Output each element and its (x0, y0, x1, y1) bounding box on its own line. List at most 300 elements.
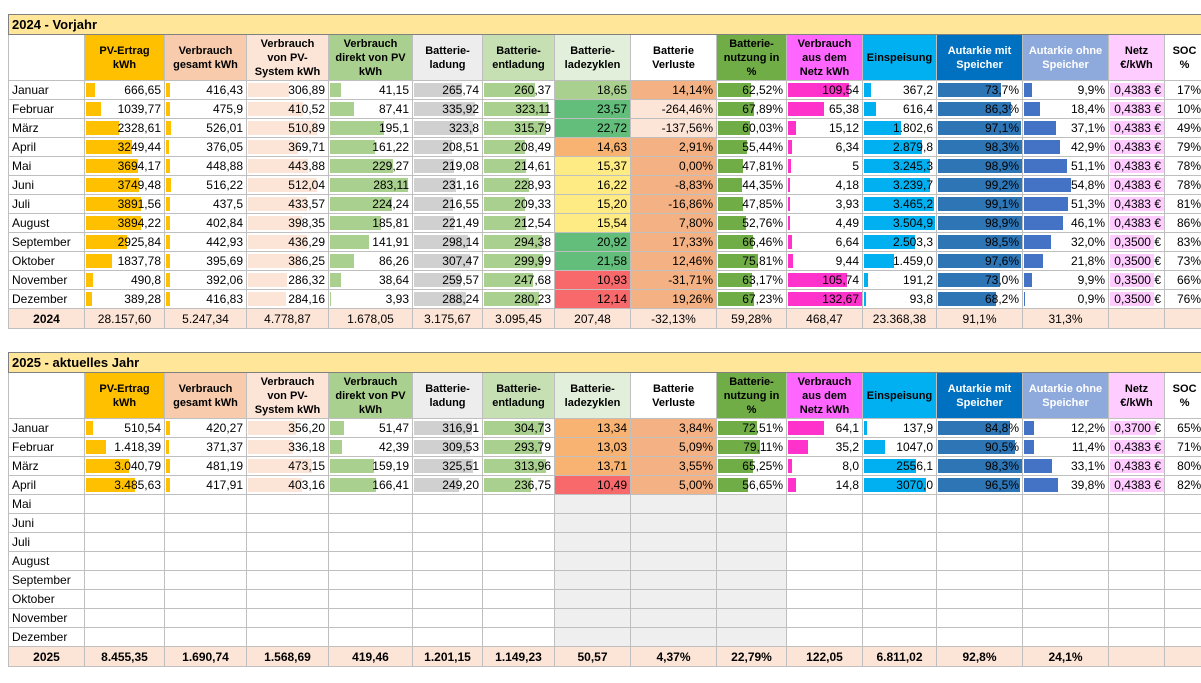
table-row (9, 138, 1201, 157)
data-bar (1024, 178, 1071, 192)
cell-netz-preis (1109, 609, 1165, 628)
data-bar (788, 459, 792, 473)
cell-verbrauch-netz (787, 252, 863, 271)
cell-batterie-ladezyklen (555, 552, 631, 571)
cell-value: -8,83% (674, 178, 713, 192)
cell-value: 280,23 (514, 292, 551, 306)
cell-batterie-verluste (631, 233, 717, 252)
cell-batterie-entladung (483, 571, 555, 590)
data-bar (1024, 235, 1051, 249)
cell-batterie-ladezyklen (555, 214, 631, 233)
cell-value: 86% (1177, 216, 1201, 230)
cell-value: 2.879,8 (892, 140, 933, 154)
cell-month: September (9, 571, 85, 590)
cell-value: 307,47 (442, 254, 479, 268)
header-autarkie-mit-speicher: Autarkie mit Speicher (937, 35, 1023, 81)
total-batterie-nutzung: 59,28% (717, 309, 787, 329)
cell-batterie-entladung (483, 476, 555, 495)
table-row (9, 81, 1201, 100)
cell-value: 2925,84 (117, 235, 161, 249)
total-verbrauch-gesamt: 5.247,34 (165, 309, 247, 329)
data-bar (330, 421, 344, 435)
cell-autarkie-ohne-speicher (1023, 290, 1109, 309)
cell-value: 1039,77 (117, 102, 161, 116)
header-verbrauch-netz: Verbrauch aus dem Netz kWh (787, 35, 863, 81)
cell-verbrauch-pv-system (247, 476, 329, 495)
data-bar (166, 216, 170, 230)
cell-value: 2,91% (678, 140, 713, 154)
data-bar (788, 216, 790, 230)
cell-value: 9,9% (1077, 273, 1105, 287)
cell-value: 97,1% (984, 121, 1019, 135)
cell-value: 37,1% (1070, 121, 1105, 135)
cell-month: August (9, 552, 85, 571)
cell-einspeisung (863, 533, 937, 552)
cell-netz-preis (1109, 214, 1165, 233)
cell-month: Januar (9, 419, 85, 438)
cell-verbrauch-gesamt (165, 495, 247, 514)
cell-value: 73,0% (984, 273, 1019, 287)
header-batterie-nutzung: Batterie-nutzung in % (717, 373, 787, 419)
data-bar (166, 121, 171, 135)
cell-value: 195,1 (378, 121, 409, 135)
cell-value: 208,49 (514, 140, 551, 154)
cell-verbrauch-gesamt (165, 476, 247, 495)
table-row (9, 457, 1201, 476)
cell-autarkie-mit-speicher (937, 252, 1023, 271)
cell-value: 80% (1177, 459, 1201, 473)
cell-verbrauch-netz (787, 271, 863, 290)
total-verbrauch-direkt: 419,46 (329, 647, 413, 667)
data-bar (788, 254, 793, 268)
cell-autarkie-mit-speicher (937, 419, 1023, 438)
data-bar (788, 235, 792, 249)
cell-netz-preis (1109, 495, 1165, 514)
cell-soc (1165, 533, 1201, 552)
total-row (9, 309, 1201, 329)
cell-batterie-verluste (631, 252, 717, 271)
cell-value: 78% (1177, 159, 1201, 173)
cell-einspeisung (863, 552, 937, 571)
cell-value: 47,85% (742, 197, 783, 211)
cell-verbrauch-netz (787, 514, 863, 533)
cell-pv-ertrag (85, 533, 165, 552)
cell-value: 510,54 (124, 421, 161, 435)
cell-pv-ertrag (85, 495, 165, 514)
cell-verbrauch-netz (787, 476, 863, 495)
cell-value: 18,65 (596, 83, 627, 97)
cell-pv-ertrag (85, 252, 165, 271)
cell-value: 2.503,3 (892, 235, 933, 249)
cell-batterie-ladung (413, 100, 483, 119)
cell-value: 0,4383 € (1114, 178, 1161, 192)
total-autarkie-mit-speicher: 92,8% (937, 647, 1023, 667)
cell-value: 98,3% (984, 140, 1019, 154)
cell-value: -16,86% (668, 197, 713, 211)
cell-batterie-nutzung (717, 252, 787, 271)
cell-value: 1837,78 (117, 254, 161, 268)
cell-value: 185,81 (372, 216, 409, 230)
cell-batterie-verluste (631, 514, 717, 533)
cell-value: 3694,17 (117, 159, 161, 173)
cell-batterie-ladezyklen (555, 438, 631, 457)
header-netz-preis: Netz €/kWh (1109, 373, 1165, 419)
cell-value: 0,4383 € (1114, 121, 1161, 135)
data-bar (330, 102, 354, 116)
cell-soc (1165, 119, 1201, 138)
cell-month: Juli (9, 533, 85, 552)
cell-pv-ertrag (85, 100, 165, 119)
cell-value: 313,96 (514, 459, 551, 473)
cell-verbrauch-netz (787, 533, 863, 552)
cell-pv-ertrag (85, 176, 165, 195)
data-bar (166, 197, 170, 211)
cell-value: 298,14 (442, 235, 479, 249)
cell-verbrauch-pv-system (247, 514, 329, 533)
cell-value: 81% (1177, 197, 1201, 211)
cell-value: 83% (1177, 235, 1201, 249)
cell-value: 76% (1177, 292, 1201, 306)
cell-autarkie-mit-speicher (937, 571, 1023, 590)
cell-einspeisung (863, 514, 937, 533)
cell-einspeisung (863, 628, 937, 647)
cell-value: 54,8% (1070, 178, 1105, 192)
cell-value: 44,35% (742, 178, 783, 192)
cell-value: 22,72 (596, 121, 627, 135)
cell-value: 293,79 (514, 440, 551, 454)
header-batterie-entladung: Batterie-entladung (483, 35, 555, 81)
cell-autarkie-mit-speicher (937, 495, 1023, 514)
cell-batterie-ladung (413, 609, 483, 628)
cell-value: 93,8 (909, 292, 933, 306)
cell-value: 219,08 (442, 159, 479, 173)
cell-batterie-ladezyklen (555, 233, 631, 252)
cell-verbrauch-pv-system (247, 176, 329, 195)
total-verbrauch-pv-system: 1.568,69 (247, 647, 329, 667)
header-row (9, 373, 1201, 419)
cell-pv-ertrag (85, 609, 165, 628)
total-netz-preis (1109, 647, 1165, 667)
cell-batterie-ladezyklen (555, 476, 631, 495)
cell-value: 21,58 (596, 254, 627, 268)
cell-month: Oktober (9, 590, 85, 609)
cell-value: 8,0 (842, 459, 859, 473)
cell-value: 260,37 (514, 83, 551, 97)
cell-value: 299,99 (514, 254, 551, 268)
cell-value: 72,51% (742, 421, 783, 435)
cell-soc (1165, 100, 1201, 119)
cell-batterie-entladung (483, 290, 555, 309)
cell-netz-preis (1109, 157, 1165, 176)
cell-batterie-verluste (631, 552, 717, 571)
cell-netz-preis (1109, 514, 1165, 533)
data-bar (166, 178, 171, 192)
cell-verbrauch-gesamt (165, 628, 247, 647)
cell-batterie-ladung (413, 81, 483, 100)
cell-einspeisung (863, 590, 937, 609)
table-row (9, 233, 1201, 252)
cell-value: 0,4383 € (1114, 140, 1161, 154)
cell-value: 73,7% (984, 83, 1019, 97)
total-pv-ertrag: 28.157,60 (85, 309, 165, 329)
cell-batterie-verluste (631, 119, 717, 138)
cell-month: Oktober (9, 252, 85, 271)
total-pv-ertrag: 8.455,35 (85, 647, 165, 667)
total-batterie-ladung: 1.201,15 (413, 647, 483, 667)
data-bar (330, 478, 376, 492)
cell-verbrauch-direkt (329, 571, 413, 590)
cell-value: 17% (1177, 83, 1201, 97)
cell-autarkie-ohne-speicher (1023, 271, 1109, 290)
cell-netz-preis (1109, 176, 1165, 195)
data-bar (166, 440, 169, 454)
table-row (9, 176, 1201, 195)
cell-autarkie-mit-speicher (937, 438, 1023, 457)
cell-batterie-ladung (413, 252, 483, 271)
cell-value: 286,32 (288, 273, 325, 287)
cell-value: 510,89 (288, 121, 325, 135)
cell-verbrauch-pv-system (247, 195, 329, 214)
cell-value: 66,46% (742, 235, 783, 249)
cell-value: 395,69 (206, 254, 243, 268)
data-bar (788, 102, 824, 116)
cell-verbrauch-netz (787, 571, 863, 590)
cell-verbrauch-netz (787, 552, 863, 571)
data-bar (330, 121, 384, 135)
cell-batterie-entladung (483, 233, 555, 252)
cell-value: 526,01 (206, 121, 243, 135)
cell-autarkie-mit-speicher (937, 271, 1023, 290)
cell-value: 18,4% (1070, 102, 1105, 116)
cell-verbrauch-gesamt (165, 419, 247, 438)
cell-batterie-ladung (413, 214, 483, 233)
cell-month: Dezember (9, 290, 85, 309)
table-row (9, 252, 1201, 271)
cell-verbrauch-direkt (329, 252, 413, 271)
cell-einspeisung (863, 438, 937, 457)
cell-soc (1165, 271, 1201, 290)
cell-batterie-verluste (631, 609, 717, 628)
cell-value: 49% (1177, 121, 1201, 135)
cell-netz-preis (1109, 571, 1165, 590)
cell-value: 5 (852, 159, 859, 173)
cell-verbrauch-direkt (329, 81, 413, 100)
cell-value: 336,18 (288, 440, 325, 454)
cell-value: 5,00% (678, 478, 713, 492)
cell-verbrauch-gesamt (165, 157, 247, 176)
header-einspeisung: Einspeisung (863, 373, 937, 419)
cell-verbrauch-netz (787, 438, 863, 457)
cell-verbrauch-gesamt (165, 81, 247, 100)
cell-pv-ertrag (85, 628, 165, 647)
cell-verbrauch-netz (787, 176, 863, 195)
cell-netz-preis (1109, 628, 1165, 647)
cell-value: 96,5% (984, 478, 1019, 492)
cell-autarkie-ohne-speicher (1023, 100, 1109, 119)
cell-value: 0,4383 € (1114, 83, 1161, 97)
data-bar (86, 273, 93, 287)
cell-pv-ertrag (85, 571, 165, 590)
header-verbrauch-pv-system: Verbrauch von PV-System kWh (247, 373, 329, 419)
cell-batterie-ladung (413, 157, 483, 176)
cell-value: 212,54 (514, 216, 551, 230)
cell-value: 666,65 (124, 83, 161, 97)
cell-value: 14,8 (835, 478, 859, 492)
cell-value: 97,6% (984, 254, 1019, 268)
cell-verbrauch-pv-system (247, 138, 329, 157)
cell-value: 288,24 (442, 292, 479, 306)
cell-batterie-nutzung (717, 495, 787, 514)
header-batterie-ladung: Batterie-ladung (413, 373, 483, 419)
cell-autarkie-ohne-speicher (1023, 609, 1109, 628)
cell-verbrauch-netz (787, 290, 863, 309)
header-batterie-verluste: Batterie Verluste (631, 373, 717, 419)
table-row (9, 571, 1201, 590)
cell-verbrauch-gesamt (165, 233, 247, 252)
cell-value: 216,55 (442, 197, 479, 211)
cell-value: 38,64 (378, 273, 409, 287)
data-bar (1024, 197, 1068, 211)
cell-value: 132,67 (822, 292, 859, 306)
cell-value: 98,9% (984, 216, 1019, 230)
cell-value: 323,11 (515, 102, 551, 116)
cell-batterie-entladung (483, 438, 555, 457)
cell-einspeisung (863, 271, 937, 290)
cell-value: 0,3500 € (1114, 273, 1161, 287)
header-verbrauch-gesamt: Verbrauch gesamt kWh (165, 373, 247, 419)
data-bar (166, 273, 170, 287)
cell-value: 294,38 (514, 235, 551, 249)
cell-value: 367,2 (902, 83, 933, 97)
header-batterie-ladezyklen: Batterie-ladezyklen (555, 373, 631, 419)
cell-month: Juni (9, 514, 85, 533)
cell-value: -137,56% (661, 121, 713, 135)
data-bar (166, 254, 170, 268)
cell-month: September (9, 233, 85, 252)
cell-value: 398,35 (288, 216, 325, 230)
cell-autarkie-mit-speicher (937, 552, 1023, 571)
total-einspeisung: 6.811,02 (863, 647, 937, 667)
cell-batterie-ladung (413, 119, 483, 138)
cell-verbrauch-direkt (329, 271, 413, 290)
cell-verbrauch-netz (787, 81, 863, 100)
data-bar (86, 102, 101, 116)
cell-pv-ertrag (85, 233, 165, 252)
cell-batterie-nutzung (717, 438, 787, 457)
cell-value: 3,55% (678, 459, 713, 473)
table-row (9, 119, 1201, 138)
cell-value: 236,75 (514, 478, 551, 492)
cell-netz-preis (1109, 271, 1165, 290)
cell-einspeisung (863, 252, 937, 271)
cell-batterie-verluste (631, 571, 717, 590)
cell-verbrauch-direkt (329, 609, 413, 628)
data-bar (330, 440, 342, 454)
cell-value: 32,0% (1070, 235, 1105, 249)
cell-value: 1.459,0 (892, 254, 933, 268)
cell-verbrauch-direkt (329, 138, 413, 157)
cell-autarkie-mit-speicher (937, 81, 1023, 100)
cell-value: 67,23% (742, 292, 783, 306)
cell-value: 0,4383 € (1114, 102, 1161, 116)
cell-einspeisung (863, 81, 937, 100)
cell-value: 416,83 (206, 292, 243, 306)
total-netz-preis (1109, 309, 1165, 329)
cell-value: 161,22 (372, 140, 409, 154)
cell-verbrauch-netz (787, 628, 863, 647)
cell-pv-ertrag (85, 138, 165, 157)
header-verbrauch-netz: Verbrauch aus dem Netz kWh (787, 373, 863, 419)
cell-value: 224,24 (372, 197, 409, 211)
cell-month: Juli (9, 195, 85, 214)
cell-verbrauch-pv-system (247, 100, 329, 119)
cell-batterie-ladung (413, 476, 483, 495)
cell-autarkie-ohne-speicher (1023, 119, 1109, 138)
cell-value: 0,4383 € (1114, 216, 1161, 230)
cell-verbrauch-pv-system (247, 609, 329, 628)
data-bar (330, 273, 341, 287)
cell-einspeisung (863, 138, 937, 157)
cell-batterie-nutzung (717, 628, 787, 647)
cell-value: 443,88 (288, 159, 325, 173)
cell-value: 71% (1177, 440, 1201, 454)
cell-value: 55,44% (742, 140, 783, 154)
cell-autarkie-mit-speicher (937, 195, 1023, 214)
cell-autarkie-mit-speicher (937, 157, 1023, 176)
cell-value: 448,88 (206, 159, 243, 173)
cell-soc (1165, 514, 1201, 533)
cell-value: 105,74 (822, 273, 859, 287)
cell-value: 60,03% (742, 121, 783, 135)
cell-batterie-verluste (631, 176, 717, 195)
cell-value: 283,11 (373, 178, 409, 192)
cell-netz-preis (1109, 438, 1165, 457)
cell-value: 166,41 (372, 478, 409, 492)
header-pv-ertrag: PV-Ertrag kWh (85, 373, 165, 419)
header-batterie-ladung: Batterie-ladung (413, 35, 483, 81)
cell-autarkie-mit-speicher (937, 514, 1023, 533)
data-bar (1024, 254, 1043, 268)
cell-autarkie-ohne-speicher (1023, 514, 1109, 533)
cell-autarkie-mit-speicher (937, 119, 1023, 138)
header-month (9, 373, 85, 419)
cell-batterie-nutzung (717, 176, 787, 195)
cell-batterie-entladung (483, 552, 555, 571)
data-bar (788, 421, 824, 435)
data-bar (788, 440, 808, 454)
total-soc (1165, 647, 1201, 667)
header-soc: SOC % (1165, 373, 1201, 419)
cell-value: 13,34 (596, 421, 627, 435)
cell-netz-preis (1109, 138, 1165, 157)
cell-value: 86,26 (378, 254, 409, 268)
cell-batterie-entladung (483, 214, 555, 233)
cell-value: 75,81% (742, 254, 783, 268)
cell-verbrauch-gesamt (165, 271, 247, 290)
total-batterie-ladezyklen: 207,48 (555, 309, 631, 329)
cell-batterie-ladung (413, 514, 483, 533)
data-bar (166, 235, 170, 249)
total-verbrauch-netz: 122,05 (787, 647, 863, 667)
cell-einspeisung (863, 176, 937, 195)
total-verbrauch-netz: 468,47 (787, 309, 863, 329)
cell-verbrauch-direkt (329, 290, 413, 309)
header-verbrauch-direkt: Verbrauch direkt von PV kWh (329, 35, 413, 81)
cell-value: 64,1 (835, 421, 859, 435)
cell-batterie-verluste (631, 533, 717, 552)
cell-batterie-ladezyklen (555, 609, 631, 628)
cell-value: 99,1% (984, 197, 1019, 211)
